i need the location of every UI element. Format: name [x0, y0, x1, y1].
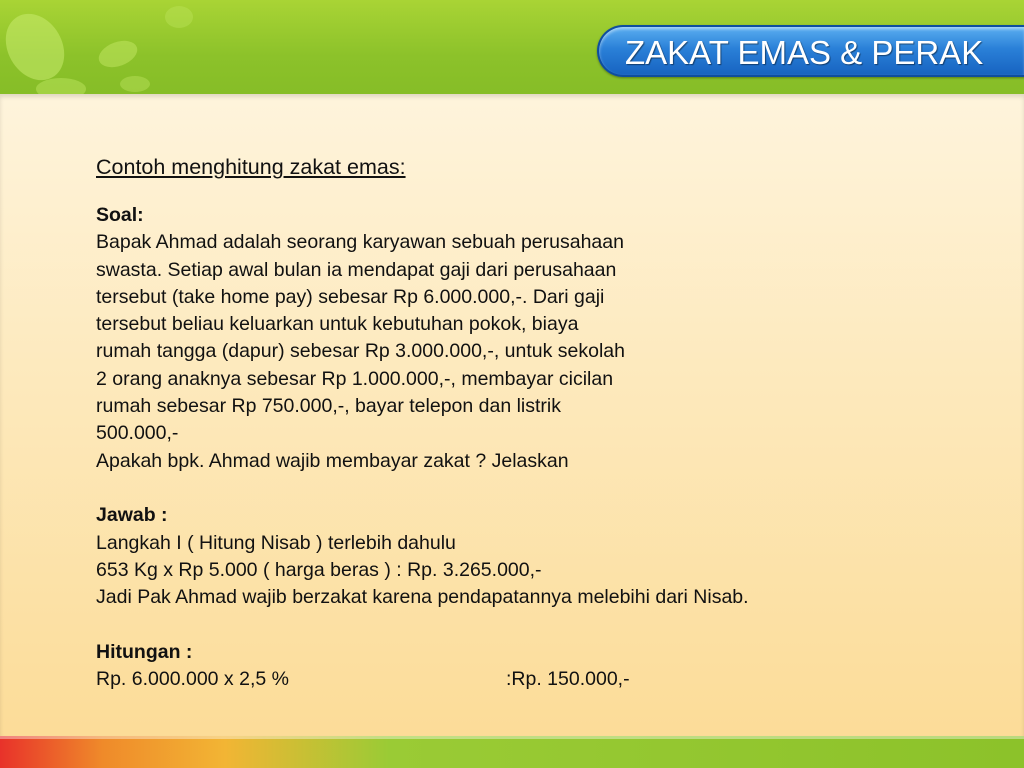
hitungan-formula: Rp. 6.000.000 x 2,5 % [96, 668, 289, 691]
soal-line: rumah tangga (dapur) sebesar Rp 3.000.000,-, untuk sekolah [96, 340, 625, 363]
soal-label: Soal: [96, 204, 144, 226]
decorative-blob [165, 6, 193, 28]
section-heading: Contoh menghitung zakat emas: [96, 155, 406, 179]
soal-line: tersebut (take home pay) sebesar Rp 6.000.000,-. Dari gaji [96, 285, 605, 308]
jawab-conclusion: Jadi Pak Ahmad wajib berzakat karena pendapatannya melebihi dari Nisab. [96, 586, 749, 609]
jawab-line: 653 Kg x Rp 5.000 ( harga beras ) : Rp. 3.265.000,- [96, 558, 542, 581]
soal-line: rumah sebesar Rp 750.000,-, bayar telepon dan listrik [96, 395, 562, 418]
slide-title: ZAKAT EMAS & PERAK [625, 34, 984, 71]
soal-line: 2 orang anaknya sebesar Rp 1.000.000,-, membayar cicilan [96, 367, 614, 390]
slide-body [96, 152, 896, 693]
decorative-blob [95, 36, 141, 72]
hitungan-label: Hitungan : [96, 640, 193, 663]
hitungan-result: :Rp. 150.000,- [506, 668, 630, 691]
soal-line: swasta. Setiap awal bulan ia mendapat gaji dari perusahaan [96, 258, 617, 281]
decorative-blob [120, 76, 150, 92]
slide-title-banner [597, 25, 1024, 77]
top-decorative-band [0, 0, 1024, 94]
spacer [96, 611, 896, 638]
soal-line: tersebut beliau keluarkan untuk kebutuhan pokok, biaya [96, 313, 579, 336]
spacer [96, 475, 896, 502]
jawab-line: Langkah I ( Hitung Nisab ) terlebih dahulu [96, 531, 456, 554]
jawab-label: Jawab : [96, 504, 168, 527]
hitungan-row [96, 666, 896, 693]
soal-line: Bapak Ahmad adalah seorang karyawan sebuah perusahaan [96, 231, 624, 254]
soal-question: Apakah bpk. Ahmad wajib membayar zakat ? Jelaskan [96, 449, 569, 472]
soal-line: 500.000,- [96, 422, 179, 445]
decorative-blob [36, 78, 86, 94]
bottom-decorative-band [0, 736, 1024, 768]
